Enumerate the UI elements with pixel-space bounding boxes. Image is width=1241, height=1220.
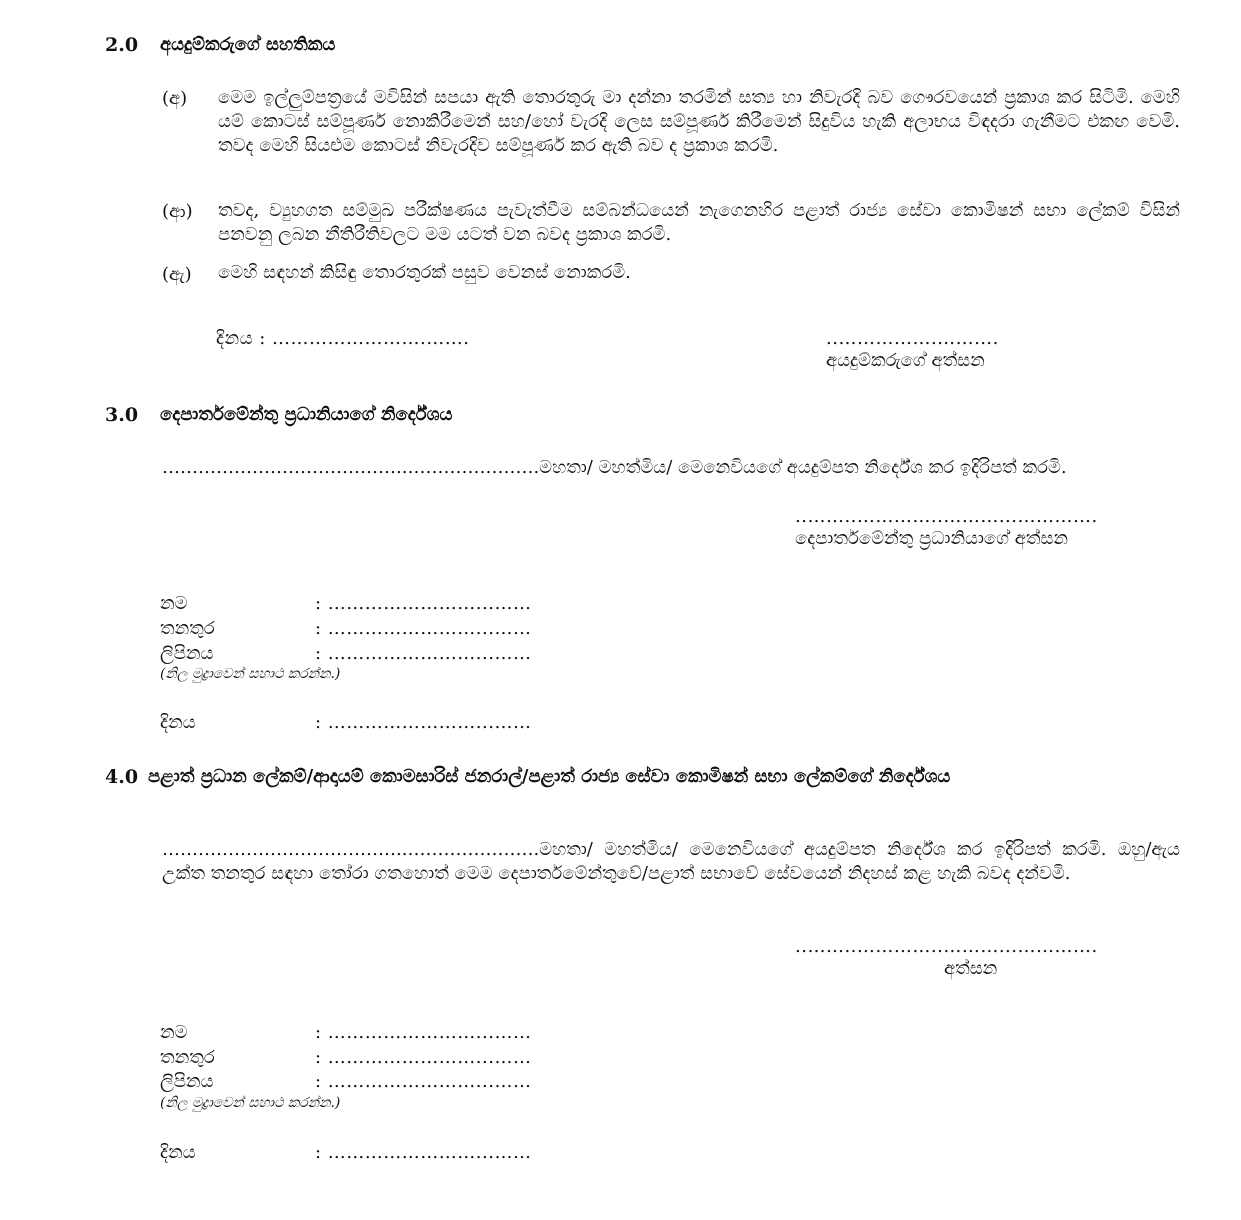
s3-rank-field: : ……………………...…… <box>315 618 532 639</box>
section-4-recommendation: …………………………………..………………….මහතා/ මහත්මිය/ මෙනෙවියගේ අයදුම්පත නිර්දේශ කර ඉදිරිපත් කරමි. ඔහු/ඇය උක්ත තනතුර සඳහා තෝරා ගතහොත් මෙම දෙපාර්තමේන්තුවේ/පළාත් සභාවේ සේවයෙන් නිදහස් කළ හැකි බවද දන්වමි. <box>162 839 1180 884</box>
s3-stamp-note: (නිල මුද්‍රාවෙන් සහාථ කරන්න.) <box>160 666 341 682</box>
section-3-recommendation: …………………………………..………………….මහතා/ මහත්මිය/ මෙනෙවියගේ අයදුම්පත නිර්දේශ කර ඉදිරිපත් කරමි. <box>162 457 1067 478</box>
section-2-title: අයදුම්කරුගේ සහතිකය <box>160 34 336 55</box>
s4-name-label: නම <box>160 1022 188 1043</box>
s4-rank-field: : ……………………...…… <box>315 1047 532 1068</box>
secretary-signature-label: අත්සන <box>944 958 998 979</box>
head-signature-line: ..……..…………..………...…………. <box>795 506 1098 527</box>
applicant-date-field: දිනය : …………………….……. <box>216 328 470 349</box>
s4-address-field: : ……………………...…… <box>315 1071 532 1092</box>
s3-name-label: නම <box>160 593 188 614</box>
s4-rank-label: තනතුර <box>160 1047 215 1068</box>
s4-date-label: දිනය <box>160 1142 196 1163</box>
s4-date-field: : ……………………...…… <box>315 1142 532 1163</box>
s3-name-field: : ……………………...…… <box>315 593 532 614</box>
item-ae-mark: (ඇ) <box>162 264 192 285</box>
item-a-text: මෙම ඉල්ලුම්පත්‍රයේ මවිසින් සපයා ඇති තොරතුරු මා දන්නා තරමින් සත්‍ය හා නිවැරදි බව ගෞරවයෙන් ප්‍රකාශ කර සිටිමි. මෙහි යම් කොටස් සම්පූර්ණ නොකිරීමෙන් සහ/හෝ වැරදි ලෙස සම්පූර්ණ කිරීමෙන් සිදුවිය හැකි අලාභය විඳදරා ගැනීමට එකඟ වෙමි. තවද මෙහි සියළුම කොටස් නිවැරදිව සම්පූර්ණ කර ඇති බව ද ප්‍රකාශ කරමි. <box>218 87 1180 156</box>
item-aa-mark: (ආ) <box>162 201 193 222</box>
s4-name-field: : ……………………...…… <box>315 1022 532 1043</box>
applicant-signature-line: ..…………….………. <box>826 328 999 349</box>
section-2-number: 2.0 <box>105 34 139 56</box>
head-signature-label: දෙපාර්තමේන්තු ප්‍රධානියාගේ අත්සන <box>795 528 1069 549</box>
section-4-title: පළාත් ප්‍රධාන ලේකම්/ආදායම් කොමසාරිස් ජනරාල්/පළාත් රාජ්‍ය සේවා කොමිෂන් සභා ලේකම්ගේ නිර්දේශය <box>148 766 951 787</box>
applicant-signature-label: අයදුම්කරුගේ අත්සන <box>826 350 985 371</box>
item-ae-text: මෙහි සඳහන් කිසිඳු තොරතුරක් පසුව වෙනස් නොකරමි. <box>218 262 631 283</box>
s3-date-label: දිනය <box>160 712 196 733</box>
section-4-number: 4.0 <box>105 766 139 788</box>
s4-address-label: ලිපිනය <box>160 1071 214 1092</box>
item-a-mark: (අ) <box>162 88 188 109</box>
s3-rank-label: තනතුර <box>160 618 215 639</box>
item-aa-text: තවද, ව්‍යුහගත සම්මුඛ පරීක්ෂණය පැවැත්වීම සම්බන්ධයෙන් නැගෙනහිර පළාත් රාජ්‍ය සේවා කොමිෂන් සභා ලේකම් විසින් පනවනු ලබන නීතිරීතිවලට මම යටත් වන බවද ප්‍රකාශ කරමි. <box>218 200 1180 245</box>
section-3-number: 3.0 <box>105 404 139 426</box>
secretary-signature-line: ..……..…………..………...…………. <box>795 936 1098 957</box>
s4-stamp-note: (නිල මුද්‍රාවෙන් සහාථ කරන්න.) <box>160 1095 341 1111</box>
s3-address-label: ලිපිනය <box>160 643 214 664</box>
section-3-title: දෙපාර්තමේන්තු ප්‍රධානියාගේ නිර්දේශය <box>160 404 453 425</box>
s3-address-field: : ……………………...…… <box>315 643 532 664</box>
s3-date-field: : ……………………...…… <box>315 712 532 733</box>
